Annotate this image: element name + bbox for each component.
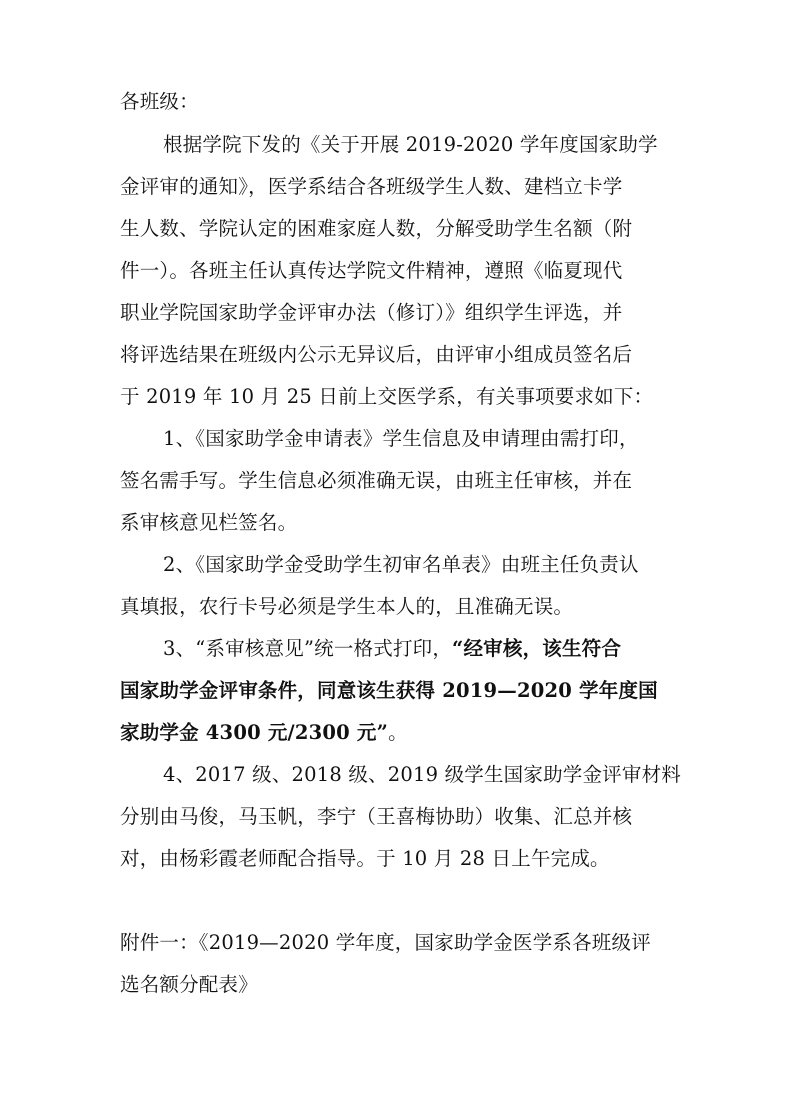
item-3-line	[163, 635, 794, 663]
salutation: 各班级：	[120, 90, 199, 113]
item-3-bold-text: “经审核，该生符合	[452, 637, 622, 660]
paragraph-line: 金评审的通知》，医学系结合各班级学生人数、建档立卡学	[120, 175, 623, 198]
item-3-bold-text: 家助学金 4300 元/2300 元”	[120, 721, 389, 744]
item-3-normal-text: 3、“系审核意见”统一格式打印，	[163, 637, 453, 660]
paragraph-line: 件一）。各班主任认真传达学院文件精神，遵照《临夏现代	[120, 259, 623, 282]
paragraph-line: 职业学院国家助学金评审办法（修订）》组织学生评选，并	[120, 301, 623, 324]
item-1-line: 签名需手写。学生信息必须准确无误，由班主任审核，并在	[120, 469, 633, 492]
item-2-line: 2、《国家助学金受助学生初审名单表》由班主任负责认	[163, 553, 639, 576]
item-1-line: 系审核意见栏签名。	[120, 511, 298, 534]
item-3-line	[120, 719, 794, 747]
item-3-normal-text: 。	[388, 721, 408, 744]
item-4-line: 对，由杨彩霞老师配合指导。于 10 月 28 日上午完成。	[120, 847, 610, 870]
attachment-line: 选名额分配表》	[120, 973, 258, 996]
paragraph-line: 将评选结果在班级内公示无异议后，由评审小组成员签名后	[120, 343, 633, 366]
paragraph-line: 于 2019 年 10 月 25 日前上交医学系，有关事项要求如下：	[120, 385, 654, 408]
attachment-line: 附件一：《2019—2020 学年度，国家助学金医学系各班级评	[120, 931, 651, 954]
item-2-line: 真填报，农行卡号必须是学生本人的，且准确无误。	[120, 595, 574, 618]
paragraph-line: 根据学院下发的《关于开展 2019-2020 学年度国家助学	[163, 133, 658, 156]
item-3-bold-line: 国家助学金评审条件，同意该生获得 2019—2020 学年度国	[120, 679, 658, 702]
item-4-line: 分别由马俊，马玉帆，李宁（王喜梅协助）收集、汇总并核	[120, 805, 633, 828]
item-4-line: 4、2017 级、2018 级、2019 级学生国家助学金评审材料	[163, 763, 681, 786]
item-1-line: 1、《国家助学金申请表》学生信息及申请理由需打印，	[163, 427, 639, 450]
paragraph-line: 生人数、学院认定的困难家庭人数，分解受助学生名额（附	[120, 217, 633, 240]
